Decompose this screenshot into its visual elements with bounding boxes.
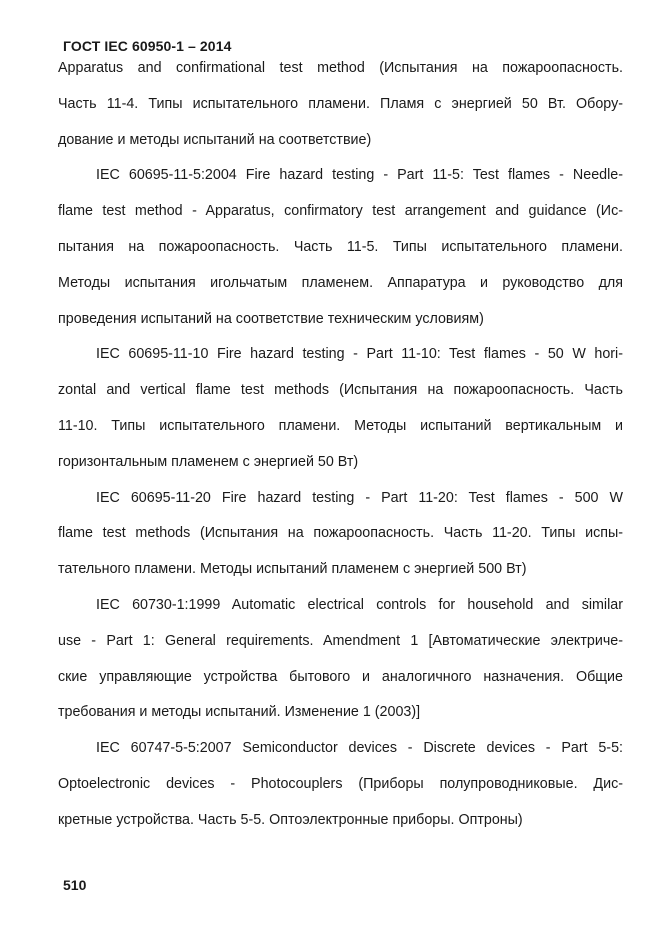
- text-line: Часть 11-4. Типы испытательного пламени. Пламя с энергией 50 Вт. Обору-: [58, 95, 623, 112]
- text-line: IEC 60695-11-5:2004 Fire hazard testing - Part 11-5: Test flames - Needle-: [96, 167, 623, 184]
- text-line: IEC 60695-11-20 Fire hazard testing - Part 11-20: Test flames - 500 W: [96, 489, 623, 506]
- paragraph-iec-60695-11-20: [58, 481, 623, 588]
- text-line: горизонтальным пламенем с энергией 50 Вт): [58, 453, 359, 470]
- text-line: flame test method - Apparatus, confirmatory test arrangement and guidance (Ис-: [58, 203, 623, 220]
- paragraph-iec-60695-11-4-continued: [58, 51, 623, 158]
- text-line: кретные устройства. Часть 5-5. Оптоэлектронные приборы. Оптроны): [58, 811, 523, 828]
- text-line: проведения испытаний на соответствие техническим условиям): [58, 310, 484, 327]
- paragraph-iec-60695-11-10: [58, 337, 623, 480]
- text-line: Apparatus and confirmational test method (Испытания на пожароопасность.: [58, 60, 623, 76]
- text-line: ские управляющие устройства бытового и аналогичного назначения. Общие: [58, 668, 623, 685]
- paragraph-iec-60695-11-5: [58, 158, 623, 337]
- text-line: IEC 60730-1:1999 Automatic electrical controls for household and similar: [96, 596, 623, 613]
- text-line: пытания на пожароопасность. Часть 11-5. Типы испытательного пламени.: [58, 238, 623, 255]
- text-line: Методы испытания игольчатым пламенем. Аппаратура и руководство для: [58, 274, 623, 291]
- paragraph-iec-60747-5-5: [58, 731, 623, 838]
- text-line: дование и методы испытаний на соответствие): [58, 131, 372, 148]
- paragraph-iec-60730-1: [58, 588, 623, 731]
- text-line: flame test methods (Испытания на пожароопасность. Часть 11-20. Типы испы-: [58, 525, 623, 542]
- text-line: требования и методы испытаний. Изменение 1 (2003)]: [58, 704, 421, 721]
- text-line: zontal and vertical flame test methods (Испытания на пожароопасность. Часть: [58, 382, 623, 399]
- document-body: [58, 51, 623, 839]
- text-line: IEC 60747-5-5:2007 Semiconductor devices - Discrete devices - Part 5-5:: [96, 740, 623, 757]
- document-header-title: ГОСТ IEC 60950-1 – 2014: [63, 38, 232, 54]
- text-line: IEC 60695-11-10 Fire hazard testing - Part 11-10: Test flames - 50 W hori-: [96, 346, 623, 363]
- text-line: тательного пламени. Методы испытаний пламенем с энергией 500 Вт): [58, 561, 527, 578]
- text-line: Optoelectronic devices - Photocouplers (Приборы полупроводниковые. Дис-: [58, 775, 623, 792]
- text-line: use - Part 1: General requirements. Amendment 1 [Автоматические электриче-: [58, 632, 623, 649]
- page-number: 510: [63, 877, 87, 893]
- text-line: 11-10. Типы испытательного пламени. Методы испытаний вертикальным и: [58, 417, 623, 434]
